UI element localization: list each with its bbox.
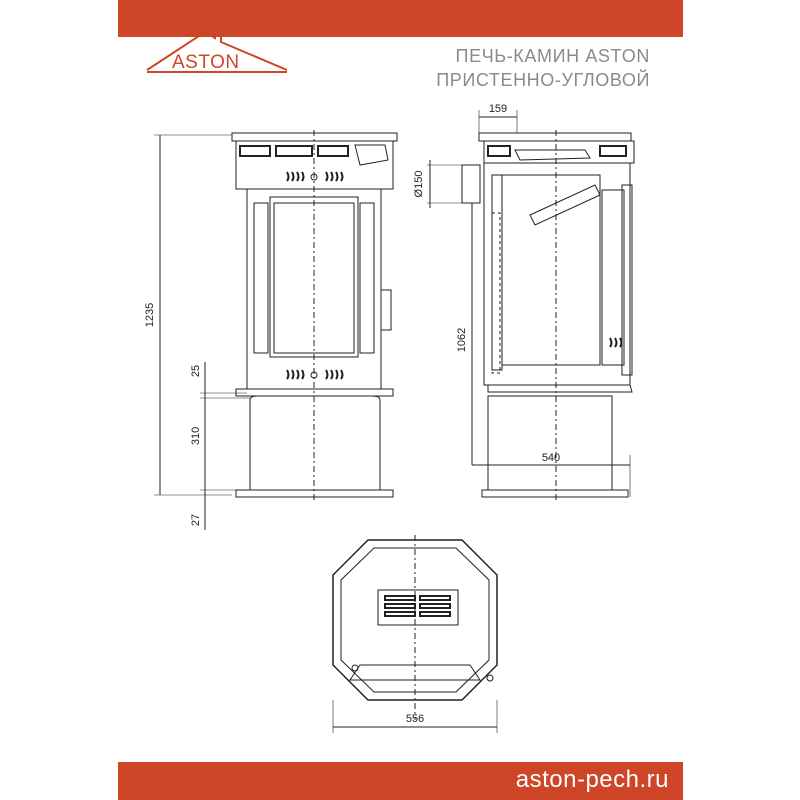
- front-base: [250, 396, 380, 490]
- dim-total-height: 1235: [144, 302, 156, 328]
- bottom-banner: [118, 762, 683, 800]
- side-view: [427, 110, 634, 500]
- dim-door-gap: 25: [190, 364, 202, 378]
- dim-top-depth: 159: [488, 103, 508, 115]
- dim-flue-diameter: Ø150: [413, 170, 425, 198]
- website-link[interactable]: aston-pech.ru: [515, 766, 669, 793]
- side-base: [488, 396, 612, 490]
- title-line-1: ПЕЧЬ-КАМИН ASTON: [455, 46, 650, 66]
- side-firebox: [484, 163, 630, 385]
- front-view: [154, 130, 397, 530]
- dim-depth: 540: [541, 452, 561, 464]
- title-line-2: ПРИСТЕННО-УГЛОВОЙ: [436, 70, 650, 90]
- dim-foot-height: 27: [190, 513, 202, 527]
- dim-base-height: 310: [190, 426, 202, 446]
- dim-flue-height: 1062: [456, 327, 468, 353]
- brand-name: ASTON: [172, 52, 240, 73]
- top-view: [333, 535, 497, 733]
- side-top-plate: [479, 133, 631, 141]
- dim-width: 556: [405, 713, 425, 725]
